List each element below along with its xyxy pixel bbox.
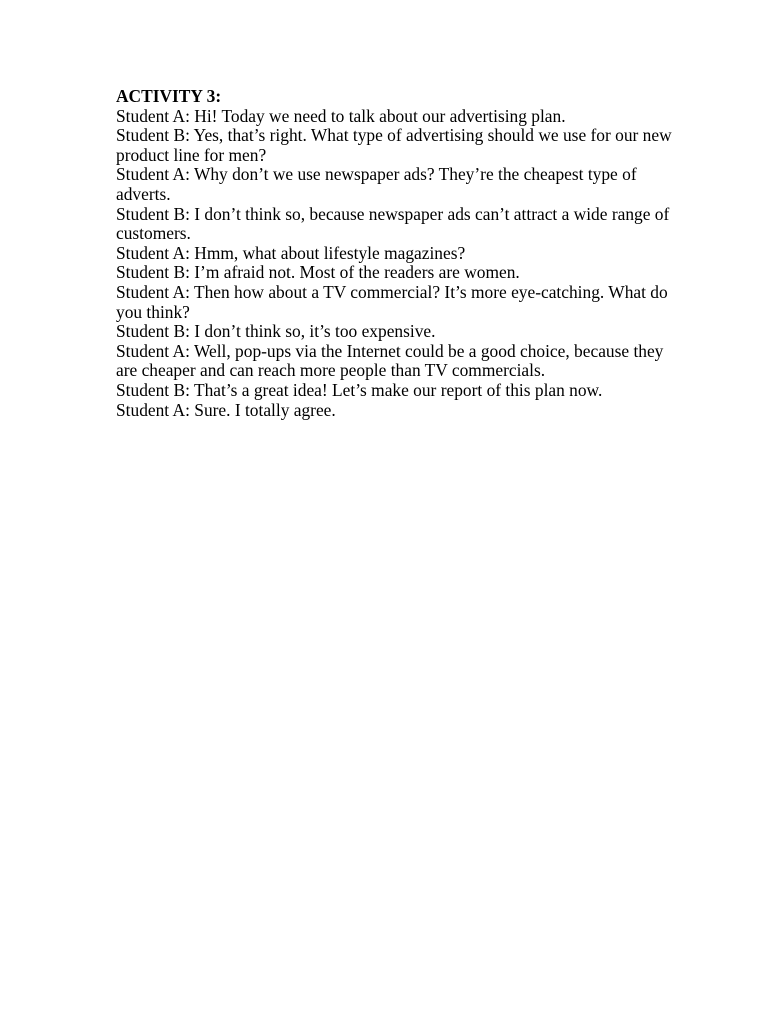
dialogue-line: Student A: Sure. I totally agree. [116, 399, 336, 420]
dialogue-line: Student B: That’s a great idea! Let’s make our report of this plan now. [116, 379, 603, 400]
dialogue-line: Student A: Hmm, what about lifestyle magazines? [116, 242, 466, 263]
dialogue-line: Student B: I don’t think so, it’s too expensive. [116, 321, 436, 342]
dialogue-line: Student A: Then how about a TV commercial? It’s more eye-catching. What do you think? [116, 281, 668, 322]
activity-heading: ACTIVITY 3: [116, 86, 222, 106]
dialogue-line: Student A: Well, pop-ups via the Internet could be a good choice, because they are cheaper and can reach more people than TV commercials. [116, 340, 664, 381]
dialogue-line: Student B: Yes, that’s right. What type of advertising should we use for our new product line for men? [116, 125, 672, 165]
dialogue-line: Student A: Hi! Today we need to talk about our advertising plan. [116, 105, 566, 126]
dialogue-line: Student B: I don’t think so, because newspaper ads can’t attract a wide range of customers. [116, 203, 670, 244]
dialogue-line: Student B: I’m afraid not. Most of the readers are women. [116, 262, 520, 283]
dialogue-line: Student A: Why don’t we use newspaper ads? They’re the cheapest type of adverts. [116, 164, 637, 204]
document-page [116, 87, 676, 420]
